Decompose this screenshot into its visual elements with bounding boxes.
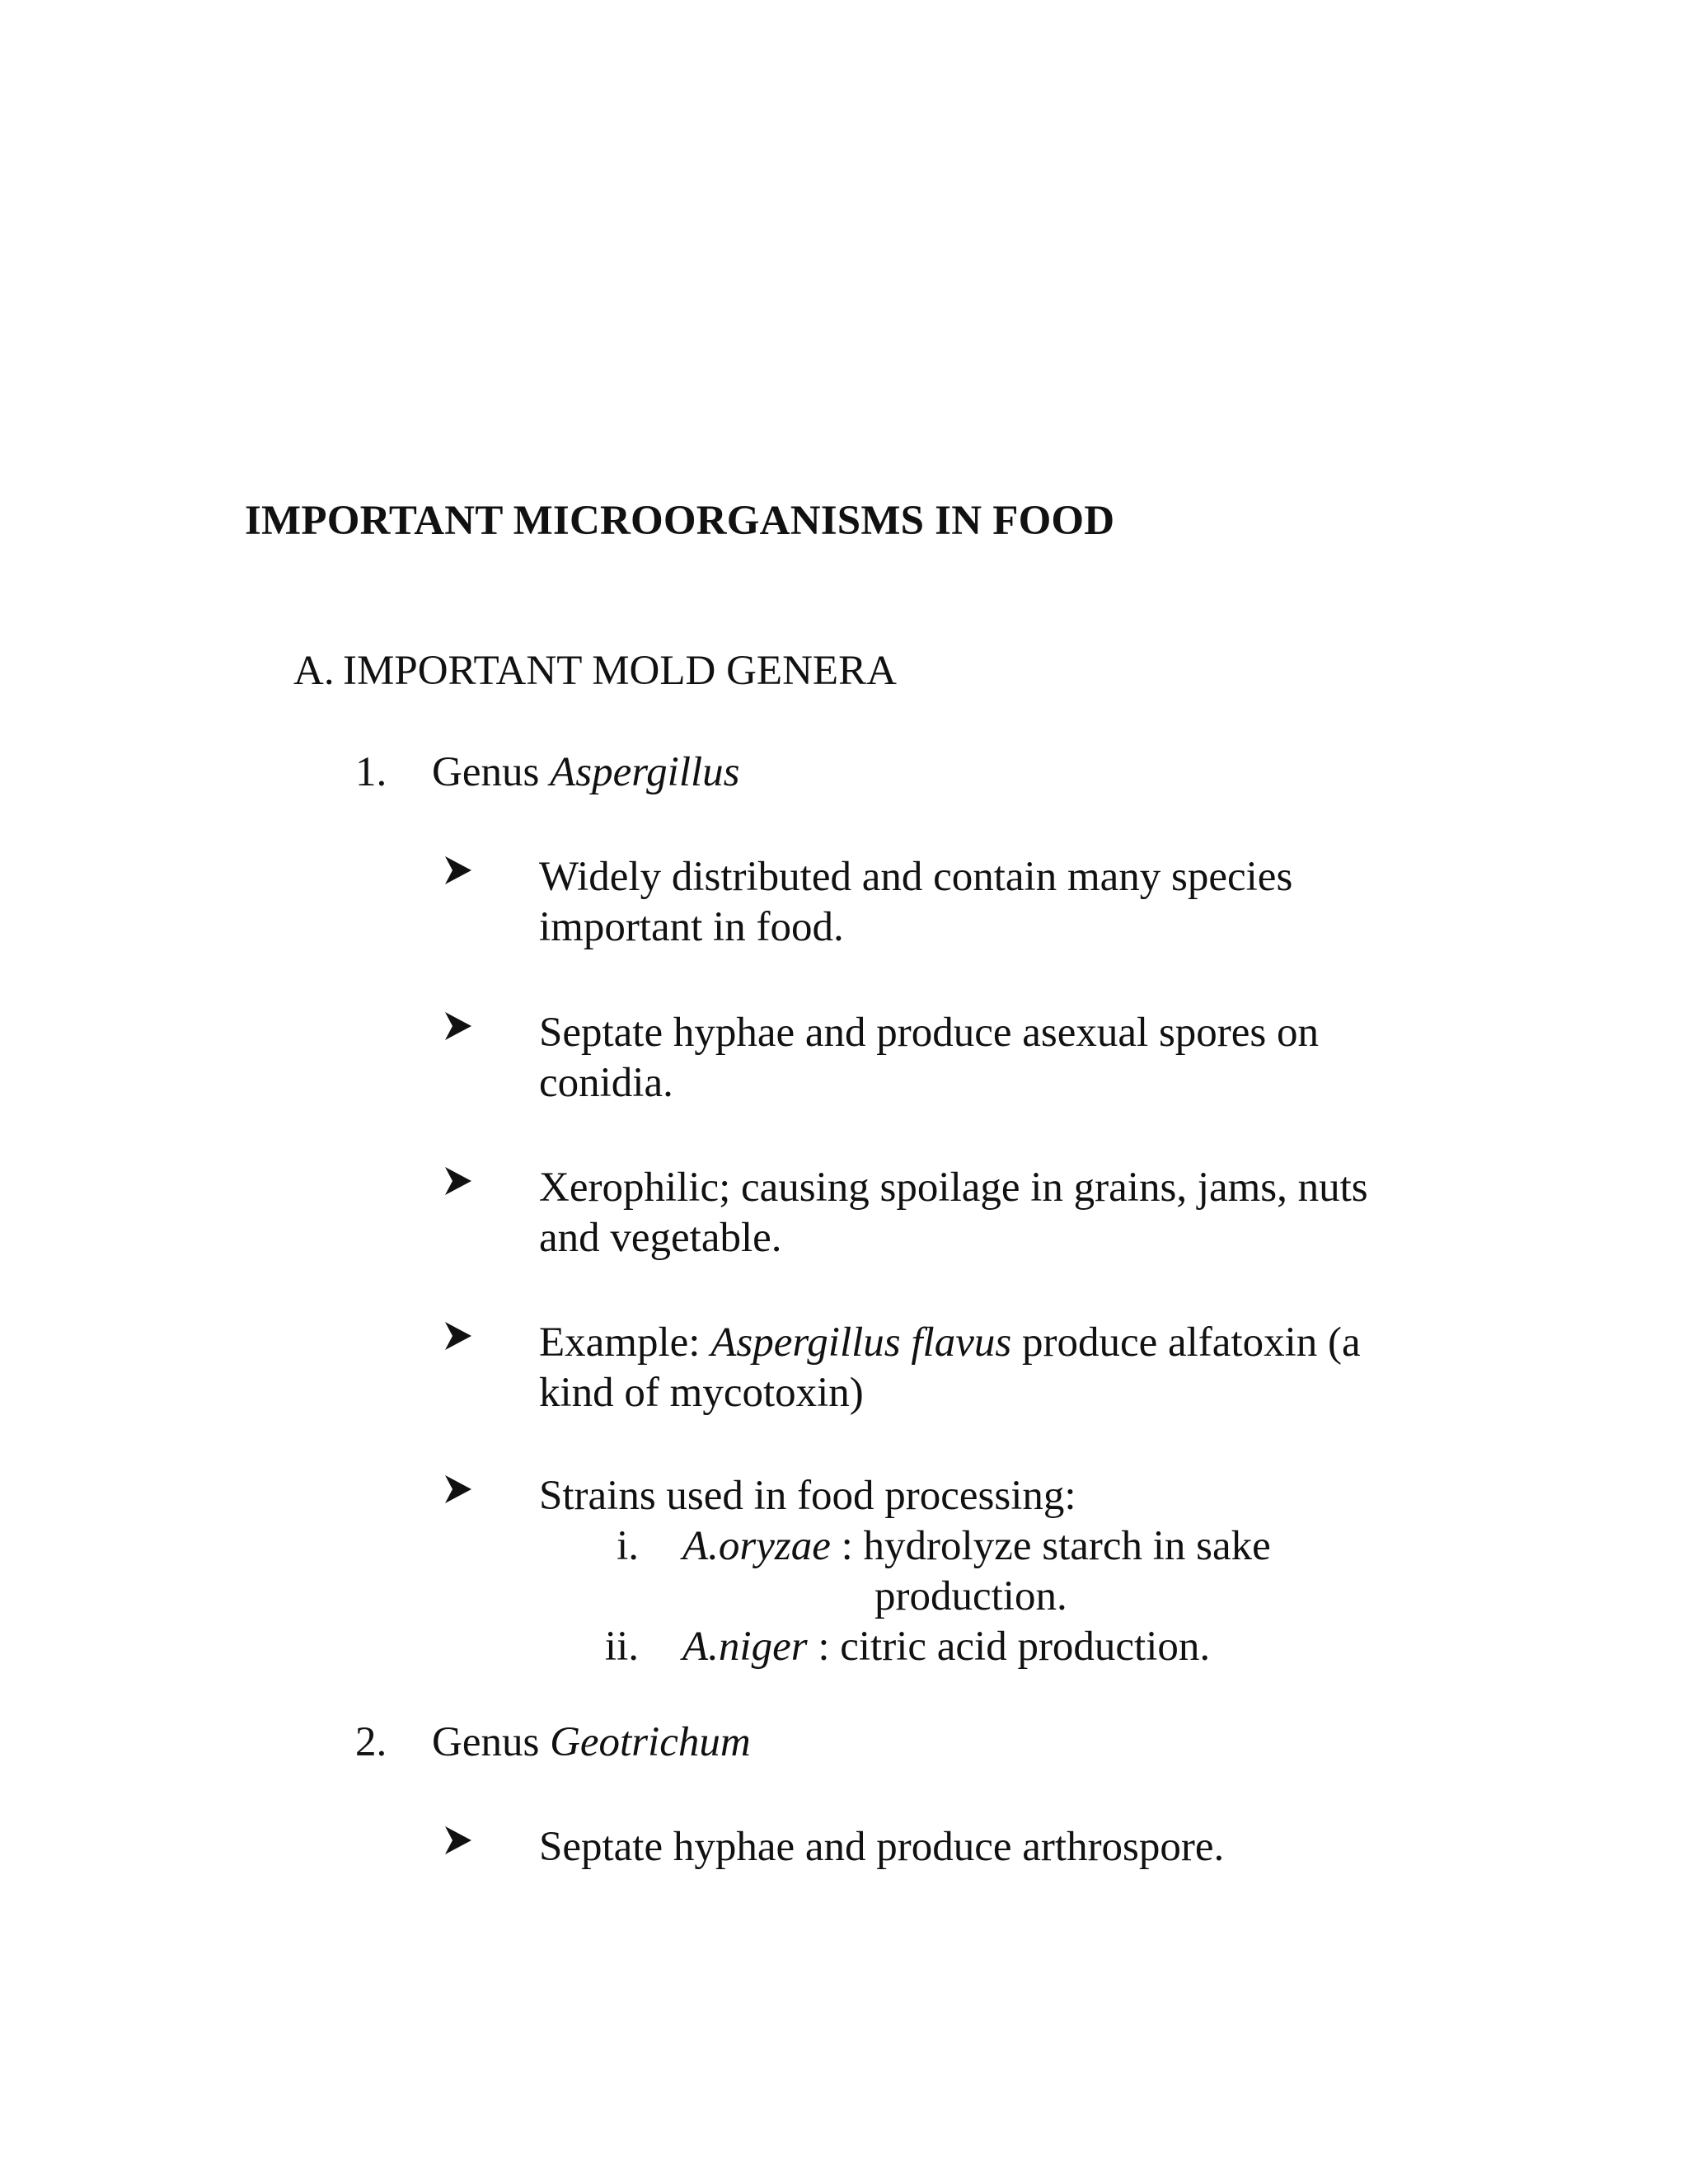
genus-number: 1. [355,749,387,795]
genus-label [432,748,740,796]
species-name: A.niger [682,1624,808,1670]
arrowhead-bullet-icon [442,1319,475,1352]
roman-numeral: ii. [604,1624,639,1670]
strain-text: A.oryzae : hydrolyze starch in sake [682,1523,1271,1569]
list-item-text: Septate hyphae and produce arthrospore. [539,1824,1225,1870]
section-title: IMPORTANT MOLD GENERA [343,648,897,694]
roman-numeral: i. [617,1523,639,1569]
arrowhead-bullet-icon [442,1165,475,1197]
list-item-text: Xerophilic; causing spoilage in grains, jams, nuts and vegetable. [539,1165,1368,1261]
list-item-text: Septate hyphae and produce asexual spores on conidia. [539,1010,1320,1106]
arrowhead-bullet-icon [442,1473,475,1506]
genus-name: Geotrichum [550,1719,751,1765]
arrowhead-bullet-icon [442,854,475,887]
genus-number: 2. [355,1719,387,1765]
list-item-text: Strains used in food processing: [539,1473,1076,1519]
arrowhead-bullet-icon [442,1010,475,1043]
genus-prefix: Genus [432,749,551,795]
arrowhead-bullet-icon [442,1824,475,1857]
list-item-text: Widely distributed and contain many species important in food. [539,854,1293,950]
genus-name: Aspergillus [550,749,740,795]
document-title: IMPORTANT MICROORGANISMS IN FOOD [245,498,1115,544]
species-name: A.oryzae [682,1523,831,1569]
genus-prefix: Genus [432,1719,551,1765]
genus-label [432,1718,751,1766]
section-heading [293,647,897,695]
section-letter: A. [293,648,335,694]
strain-text: A.niger : citric acid production. [682,1624,1211,1670]
list-item-text: Example: Aspergillus flavus produce alfatoxin (a kind of mycotoxin) [539,1319,1361,1416]
sub-list-item-continuation: production. [874,1573,1067,1619]
species-name: Aspergillus flavus [710,1319,1012,1366]
